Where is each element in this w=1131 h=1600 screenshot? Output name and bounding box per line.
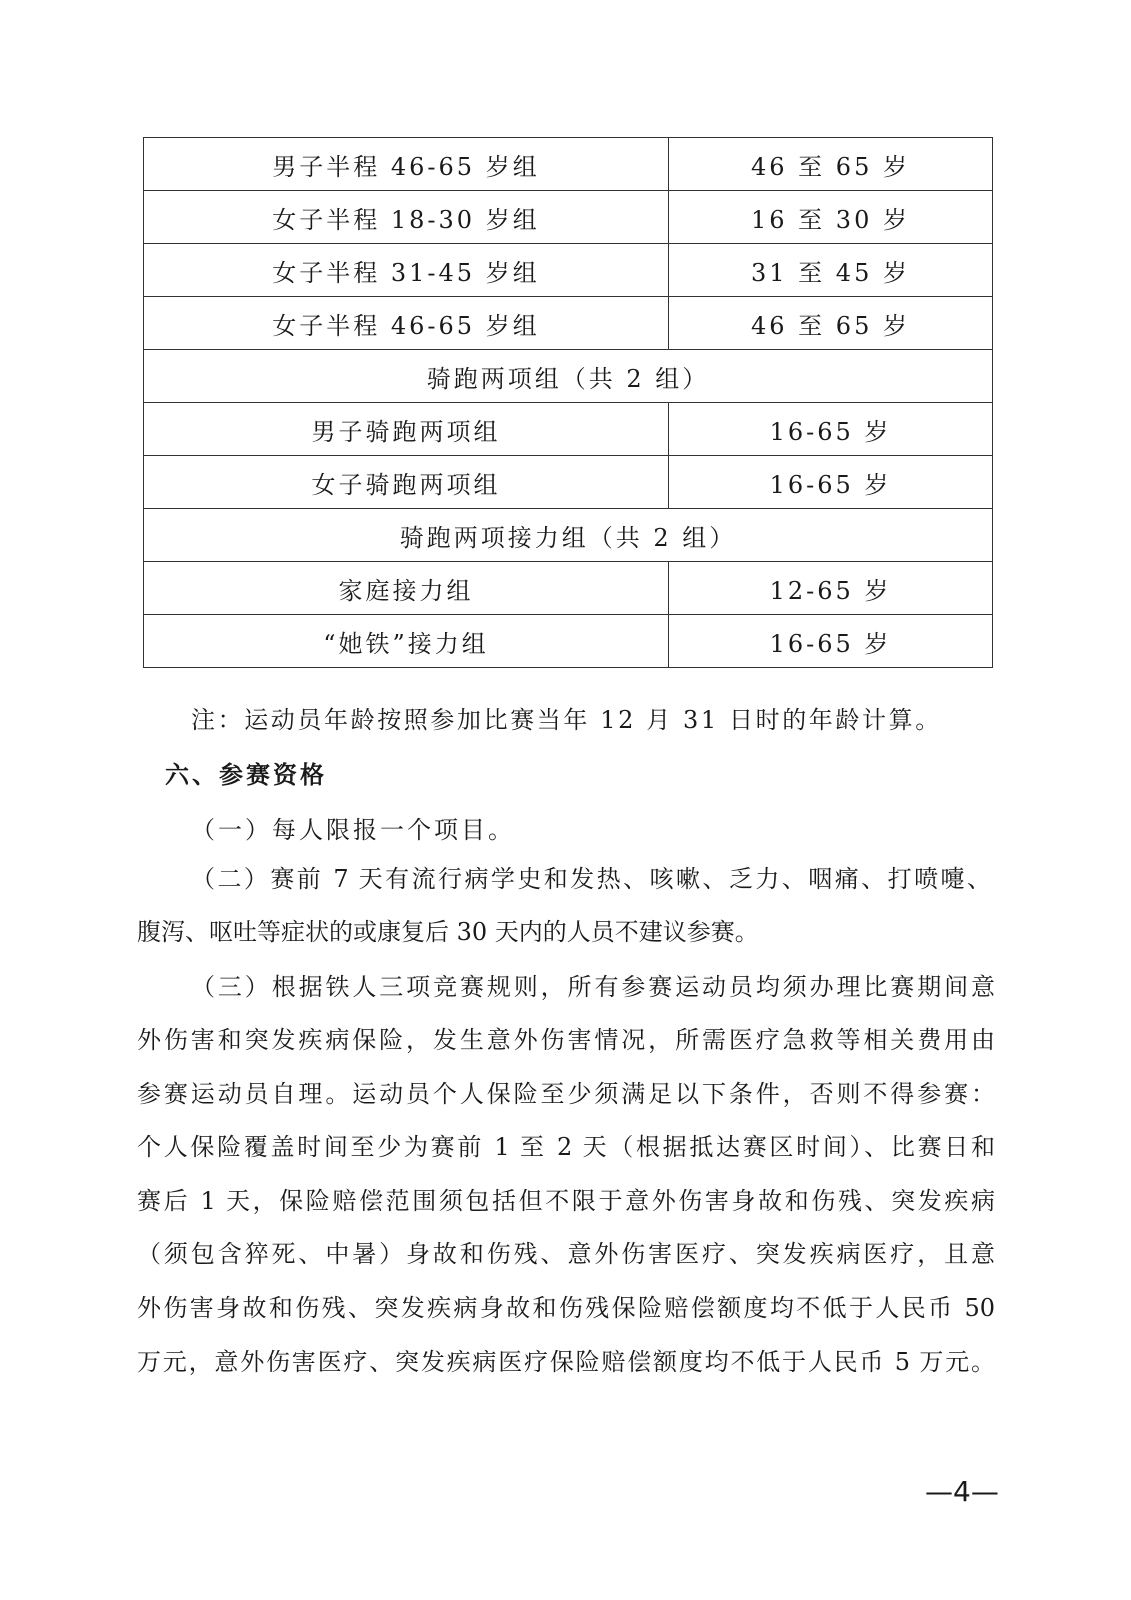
item-one-paragraph: （一）每人限报一个项目。 — [191, 816, 515, 844]
table-row — [144, 562, 993, 615]
age-range-cell: 16-65 岁 — [669, 615, 993, 668]
age-range-cell: 46 至 65 岁 — [669, 138, 993, 191]
group-name-cell: 女子半程 18-30 岁组 — [144, 191, 669, 244]
item-three-line: 个人保险覆盖时间至少为赛前 1 至 2 天（根据抵达赛区时间）、比赛日和 — [137, 1133, 995, 1161]
age-range-cell: 31 至 45 岁 — [669, 244, 993, 297]
age-range-cell: 46 至 65 岁 — [669, 297, 993, 350]
age-range-cell: 16-65 岁 — [669, 403, 993, 456]
table-row — [144, 615, 993, 668]
group-name-cell: 家庭接力组 — [144, 562, 669, 615]
table-row — [144, 244, 993, 297]
item-three-line: 万元，意外伤害医疗、突发疾病医疗保险赔偿额度均不低于人民币 5 万元。 — [137, 1348, 995, 1376]
item-three-line: 外伤害和突发疾病保险，发生意外伤害情况，所需医疗急救等相关费用由 — [137, 1026, 995, 1054]
item-two-line: （二）赛前 7 天有流行病学史和发热、咳嗽、乏力、咽痛、打喷嚏、 — [191, 865, 991, 893]
age-range-cell: 12-65 岁 — [669, 562, 993, 615]
table-row — [144, 297, 993, 350]
group-name-cell: 女子半程 46-65 岁组 — [144, 297, 669, 350]
item-three-line: 参赛运动员自理。运动员个人保险至少须满足以下条件，否则不得参赛： — [137, 1080, 995, 1108]
age-group-table — [143, 137, 993, 668]
table-row — [144, 138, 993, 191]
group-name-cell: 男子半程 46-65 岁组 — [144, 138, 669, 191]
table-section-row — [144, 350, 993, 403]
table-row — [144, 456, 993, 509]
table-row — [144, 403, 993, 456]
group-name-cell: 女子半程 31-45 岁组 — [144, 244, 669, 297]
section-header-cell: 骑跑两项接力组（共 2 组） — [144, 509, 993, 562]
item-two-line: 腹泻、呕吐等症状的或康复后 30 天内的人员不建议参赛。 — [137, 918, 759, 946]
group-name-cell: 女子骑跑两项组 — [144, 456, 669, 509]
section-heading: 六、参赛资格 — [165, 760, 327, 789]
table-row — [144, 191, 993, 244]
age-calculation-note: 注：运动员年龄按照参加比赛当年 12 月 31 日时的年龄计算。 — [191, 706, 942, 734]
item-three-line: 外伤害身故和伤残、突发疾病身故和伤残保险赔偿额度均不低于人民币 50 — [137, 1294, 995, 1322]
item-three-line: （须包含猝死、中暑）身故和伤残、意外伤害医疗、突发疾病医疗，且意 — [137, 1240, 995, 1268]
item-three-line: （三）根据铁人三项竞赛规则，所有参赛运动员均须办理比赛期间意 — [191, 973, 995, 1001]
section-header-cell: 骑跑两项组（共 2 组） — [144, 350, 993, 403]
group-name-cell: 男子骑跑两项组 — [144, 403, 669, 456]
group-name-cell: “她铁”接力组 — [144, 615, 669, 668]
age-range-cell: 16-65 岁 — [669, 456, 993, 509]
table-section-row — [144, 509, 993, 562]
page-number: —4— — [925, 1475, 999, 1508]
age-range-cell: 16 至 30 岁 — [669, 191, 993, 244]
item-three-line: 赛后 1 天，保险赔偿范围须包括但不限于意外伤害身故和伤残、突发疾病 — [137, 1187, 995, 1215]
